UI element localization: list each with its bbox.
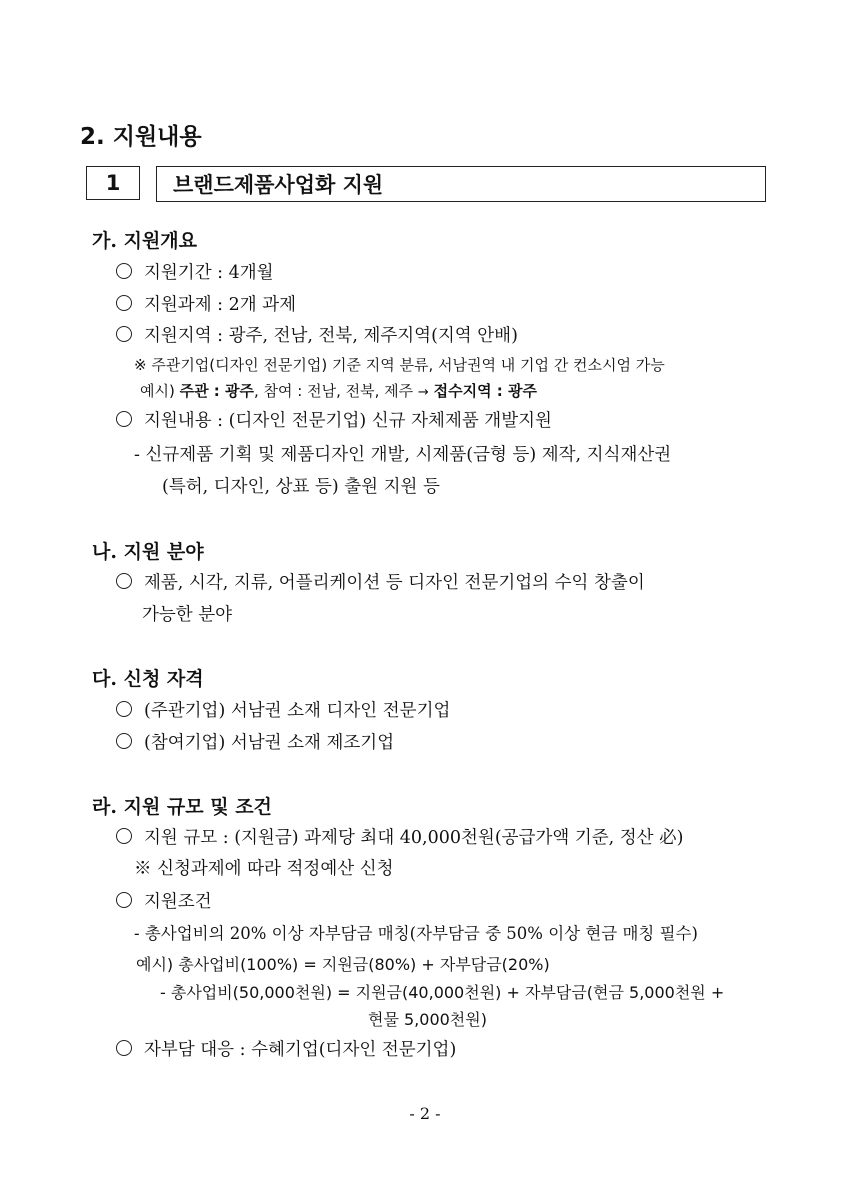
circle-bullet-icon xyxy=(116,573,132,589)
condition-sub: - 총사업비의 20% 이상 자부담금 매칭(자부담금 중 50% 이상 현금 매칭 필수) xyxy=(134,924,698,943)
overview-region: 지원지역 : 광주, 전남, 전북, 제주지역(지역 안배) xyxy=(116,322,518,347)
arrow-right-icon: → xyxy=(417,385,429,400)
condition-example2: - 총사업비(50,000천원) = 지원금(40,000천원) + 자부담금(현금 5,000천원 + xyxy=(160,983,725,1002)
circle-bullet-icon xyxy=(116,828,132,844)
condition-example3: 현물 5,000천원) xyxy=(368,1010,487,1029)
subsection-title-field: 나. 지원 분야 xyxy=(92,541,204,563)
field-line2: 가능한 분야 xyxy=(142,605,233,625)
scale-item: 지원 규모 : (지원금) 과제당 최대 40,000천원(공급가액 기준, 정산 必) xyxy=(116,824,683,849)
overview-content-sub1: - 신규제품 기획 및 제품디자인 개발, 시제품(금형 등) 제작, 지식재산권 xyxy=(134,445,672,465)
scale-note: ※ 신청과제에 따라 적정예산 신청 xyxy=(134,859,394,879)
circle-bullet-icon xyxy=(116,295,132,311)
circle-bullet-icon xyxy=(116,326,132,342)
eligibility-item2: (참여기업) 서남권 소재 제조기업 xyxy=(116,729,394,754)
overview-content-sub2: (특허, 디자인, 상표 등) 출원 지원 등 xyxy=(162,477,440,497)
overview-tasks: 지원과제 : 2개 과제 xyxy=(116,291,296,316)
page-heading: 2. 지원내용 xyxy=(80,124,202,150)
condition-example1: 예시) 총사업비(100%) = 지원금(80%) + 자부담금(20%) xyxy=(136,955,550,974)
circle-bullet-icon xyxy=(116,1040,132,1056)
section-title: 브랜드제품사업화 지원 xyxy=(173,173,384,197)
circle-bullet-icon xyxy=(116,892,132,908)
self-payment-item: 자부담 대응 : 수혜기업(디자인 전문기업) xyxy=(116,1036,456,1061)
condition-item: 지원조건 xyxy=(116,888,212,913)
section-title-box xyxy=(156,166,766,202)
overview-content: 지원내용 : (디자인 전문기업) 신규 자체제품 개발지원 xyxy=(116,407,552,432)
circle-bullet-icon xyxy=(116,411,132,427)
circle-bullet-icon xyxy=(116,701,132,717)
subsection-title-overview: 가. 지원개요 xyxy=(92,230,197,252)
circle-bullet-icon xyxy=(116,263,132,279)
overview-region-example: 예시) 주관 : 광주, 참여 : 전남, 전북, 제주 → 접수지역 : 광주 xyxy=(140,382,537,400)
section-number-box: 1 xyxy=(86,166,140,200)
subsection-title-eligibility: 다. 신청 자격 xyxy=(92,668,204,690)
overview-period: 지원기간 : 4개월 xyxy=(116,259,274,284)
subsection-title-scale: 라. 지원 규모 및 조건 xyxy=(92,796,272,818)
circle-bullet-icon xyxy=(116,733,132,749)
page-number: - 2 - xyxy=(409,1104,441,1123)
eligibility-item1: (주관기업) 서남권 소재 디자인 전문기업 xyxy=(116,697,450,722)
overview-region-note: ※ 주관기업(디자인 전문기업) 기준 지역 분류, 서남권역 내 기업 간 컨소시엄 가능 xyxy=(134,356,665,374)
field-line1: 제품, 시각, 지류, 어플리케이션 등 디자인 전문기업의 수익 창출이 xyxy=(116,569,645,594)
